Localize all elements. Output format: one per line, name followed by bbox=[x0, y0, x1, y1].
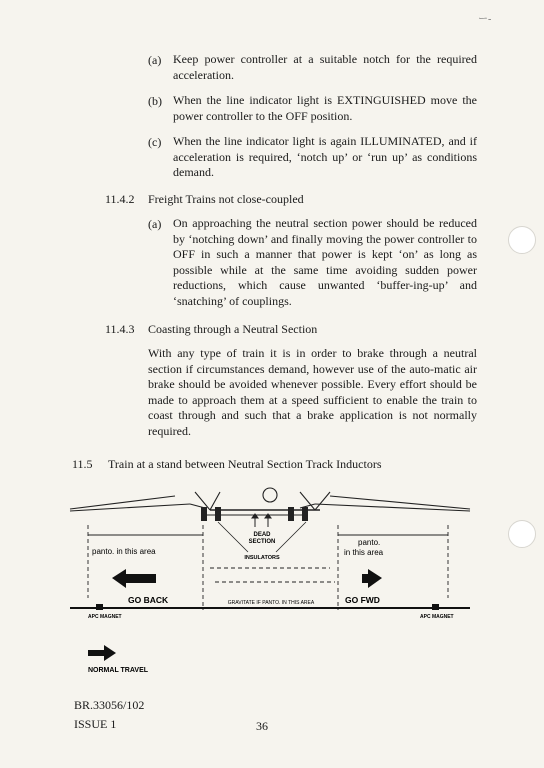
section-number: 11.5 bbox=[72, 457, 93, 471]
go-back-arrow-icon bbox=[112, 569, 156, 588]
section-title: Coasting through a Neutral Section bbox=[148, 322, 318, 336]
apc-magnet-left-icon bbox=[96, 604, 103, 610]
insulators-label: INSULATORS bbox=[244, 555, 280, 561]
insulator-icon bbox=[201, 507, 207, 521]
section-title: Train at a stand between Neutral Section Track Inductors bbox=[108, 457, 382, 471]
item-text: When the line indicator light is again ILLUMINATED, and if acceleration is required, ‘notch up’ or ‘run up’ as conditions demand. bbox=[173, 134, 477, 180]
insulator-icon bbox=[215, 507, 221, 521]
item-text: Keep power controller at a suitable notch for the required acceleration. bbox=[173, 52, 477, 82]
apc-magnet-left-label: APC MAGNET bbox=[88, 614, 122, 620]
catenary-wire-left bbox=[70, 496, 175, 509]
gravitate-label: GRAVITATE IF PANTO. IN THIS AREA bbox=[227, 600, 315, 606]
neutral-section-diagram bbox=[0, 470, 544, 680]
insulator-icon bbox=[302, 507, 308, 521]
dead-section-label: SECTION bbox=[248, 539, 276, 545]
section-title: Freight Trains not close-coupled bbox=[148, 192, 304, 206]
item-marker: (c) bbox=[148, 135, 162, 149]
dead-section-label: DEAD bbox=[253, 532, 271, 538]
catenary-wire-right bbox=[330, 496, 470, 509]
punch-hole-top bbox=[508, 226, 536, 254]
insulator-icon bbox=[288, 507, 294, 521]
panto-right-label: in this area bbox=[344, 548, 384, 557]
issue-number: ISSUE 1 bbox=[74, 717, 117, 731]
item-text: On approaching the neutral section power should be reduced by ‘notching down’ and finally moving the power controller to OFF in such a manner that power is kept ‘on’ as long as possible while at the same time avoiding sudden power reductions, which cause unwanted ‘buffer-ing-up’ and ‘snatching’ of couplings. bbox=[173, 216, 477, 308]
go-back-label: GO BACK bbox=[128, 595, 169, 605]
section-number: 11.4.2 bbox=[105, 192, 135, 206]
panto-right-label: panto. bbox=[358, 538, 381, 547]
pulley-icon bbox=[263, 488, 277, 502]
normal-travel-label: NORMAL TRAVEL bbox=[88, 667, 149, 674]
normal-travel-arrow-icon bbox=[88, 645, 116, 661]
panto-left-label: panto. in this area bbox=[92, 547, 156, 556]
page-number: 36 bbox=[256, 719, 268, 733]
section-number: 11.4.3 bbox=[105, 322, 135, 336]
section-body: With any type of train it is in order to brake through a neutral section if circumstances demand, however use of the auto-matic air brake should be avoided whenever possible. Every effort should be made to approach them at a speed sufficient to enable the train to coast through and such that a brake application is not normally required. bbox=[148, 346, 477, 438]
corner-mark: ー‐ bbox=[478, 14, 492, 25]
apc-magnet-right-label: APC MAGNET bbox=[420, 614, 454, 620]
document-reference: BR.33056/102 bbox=[74, 698, 145, 712]
go-fwd-arrow-icon bbox=[362, 569, 382, 588]
item-marker: (a) bbox=[148, 217, 162, 231]
item-marker: (a) bbox=[148, 53, 162, 67]
go-fwd-label: GO FWD bbox=[345, 595, 380, 605]
apc-magnet-right-icon bbox=[432, 604, 439, 610]
item-text: When the line indicator light is EXTINGUISHED move the power controller to the OFF position. bbox=[173, 93, 477, 123]
item-marker: (b) bbox=[148, 94, 162, 108]
